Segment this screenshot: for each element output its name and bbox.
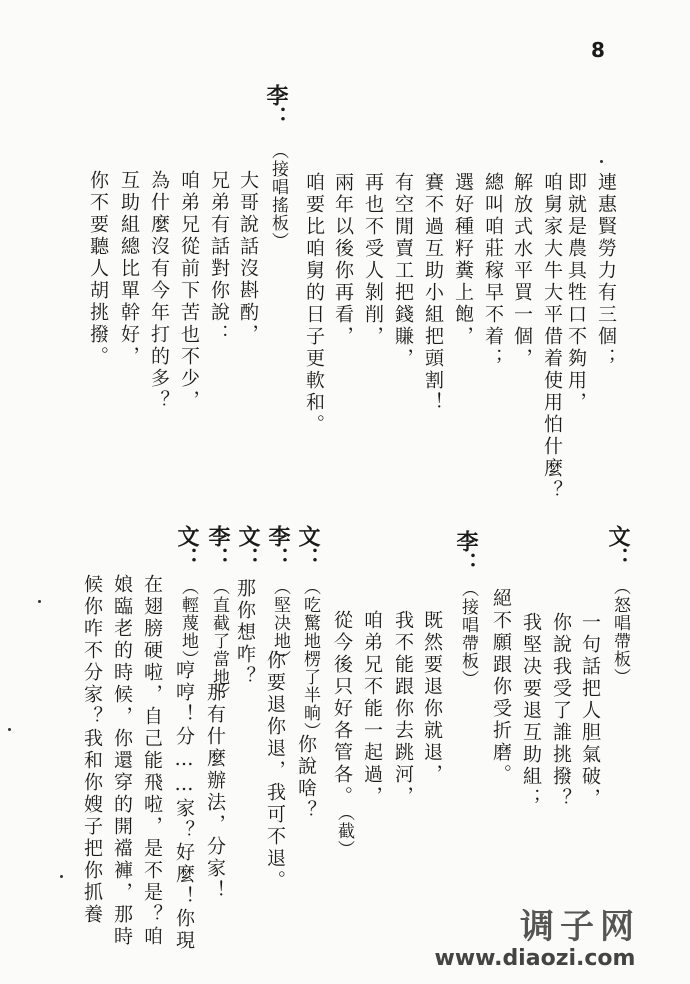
verse-line: 咱弟兄從前下苦也不少， [178,170,200,412]
verse-line: 我堅决要退互助組； [520,612,542,810]
verse-line: 互助組總比單幹好， [118,170,140,368]
verse-line: 你說我受了誰挑撥？ [550,612,572,810]
scan-speck [8,728,11,731]
stage-direction: （輕蔑地） [178,578,198,668]
dialogue-continuation: 在翅膀硬啦，自己能飛啦，是不是？咱 [141,574,163,948]
speaker-li: 李： [453,530,478,574]
scan-speck [600,160,603,163]
page-number: 8 [591,38,605,62]
verse-line: 再也不受人剝削， [362,172,384,348]
verse-line: 為什麼沒有今年打的多？ [148,170,170,412]
dialogue-text: 哼哼！分……家？好麼！你現 [173,660,195,952]
scan-speck [38,600,41,603]
verse-line: 咱要比咱舅的日子更軟和。 [303,172,325,436]
speaker-wen: 文： [235,525,260,569]
speaker-li: 李： [263,84,288,128]
stage-direction: （怒唱帶板） [610,578,630,686]
stage-direction: （吃驚地楞了半晌） [300,578,320,740]
speaker-wen: 文： [174,525,199,569]
verse-line: 解放式水平買一個， [511,172,533,370]
verse-line: 賽不過互助小組把頭割！ [422,172,444,414]
stage-direction: （堅决地） [270,578,290,668]
verse-line: 咱舅家大牛大平借着使用怕什麼？ [541,172,563,502]
verse-line: 選好種籽糞上飽， [452,172,474,348]
verse-line: 兄弟有話對你說： [208,170,230,346]
watermark-name: 调子网 [520,907,640,947]
verse-line: 既然要退你就退， [421,610,443,786]
verse-line: 從今後只好各管各。 [331,610,353,808]
scan-speck [60,875,63,878]
verse-line: 絕不願跟你受折磨。 [490,588,512,786]
stage-direction: （接唱搖板） [268,142,288,250]
verse-line: 即就是農具牲口不夠用， [565,172,587,414]
speaker-li: 李： [265,525,290,569]
watermark-url: www.diaozi.com [434,946,636,971]
dialogue-continuation: 娘臨老的時候，你還穿的開襠褲，那時 [111,574,133,948]
speaker-li: 李： [205,525,230,569]
verse-line: 你不要聽人胡挑撥。 [87,170,109,368]
dialogue-text: 那有什麼辦法，分家！ [204,682,226,902]
dialogue-text: 那你想咋？ [234,578,256,688]
stage-direction: （直截了當地） [209,578,229,704]
stage-direction: （接唱帶板） [458,580,478,688]
verse-line: 有空閒賣工把錢賺， [392,172,414,370]
dialogue-text: 你要退你退，我可不退。 [264,650,286,892]
verse-line: 咱弟兄不能一起過， [361,610,383,808]
verse-line: 大哥說話沒斟酌， [237,170,259,346]
verse-line: 一句話把人胆氣破， [579,612,601,810]
verse-line: 我不能跟你去跳河， [392,610,414,808]
speaker-wen: 文： [605,525,630,569]
dialogue-continuation: 候你咋不分家？我和你嫂子把你抓養 [81,574,103,926]
speaker-wen: 文： [295,525,320,569]
exit-mark: （截） [334,804,354,858]
verse-line: 總叫咱莊稼早不着； [482,172,504,370]
verse-line: 兩年以後你再看， [332,172,354,348]
watermark [434,907,640,972]
dialogue-text: 你說啥？ [295,734,317,822]
verse-line: 連惠賢勞力有三個； [595,172,617,370]
